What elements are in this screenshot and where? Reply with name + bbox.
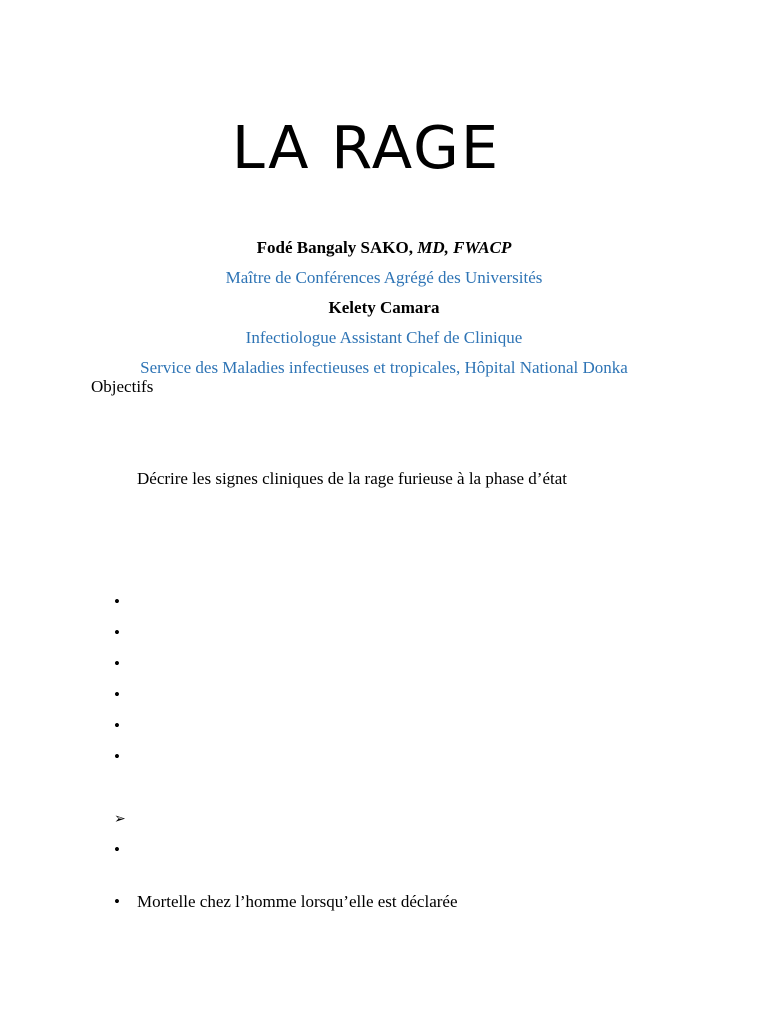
bullet-marker: • [114,654,120,673]
bullet-marker: • [114,892,120,911]
bullet-marker: • [114,747,120,766]
author1-role: Maître de Conférences Agrégé des Universités [225,268,543,287]
arrow-bullet-marker: ➢ [114,811,126,827]
author1-name: Fodé Bangaly SAKO, [256,238,413,257]
bullet-marker: • [114,716,120,735]
author2-role: Infectiologue Assistant Chef de Clinique [245,328,523,347]
author2-name: Kelety Camara [328,298,440,317]
objective-text: Décrire les signes cliniques de la rage furieuse à la phase d’état [137,469,568,488]
author1-line [0,237,768,259]
author1-credentials: MD, FWACP [417,238,512,257]
document-title: LA RAGE [231,113,501,182]
bullet-text-mortelle: Mortelle chez l’homme lorsqu’elle est déclarée [137,892,458,911]
bullet-marker: • [114,685,120,704]
section-heading-objectifs: Objectifs [91,377,154,396]
bullet-marker: • [114,592,120,611]
bullet-marker: • [114,623,120,642]
bullet-marker: • [114,840,120,859]
affiliation: Service des Maladies infectieuses et tropicales, Hôpital National Donka [140,358,628,377]
